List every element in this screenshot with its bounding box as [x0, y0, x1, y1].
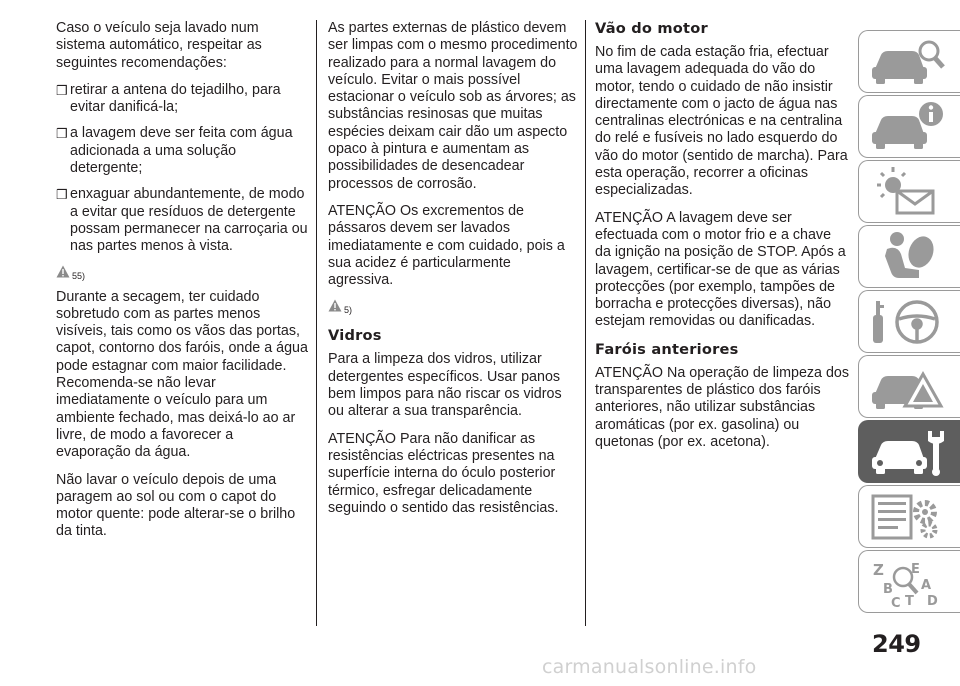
engine-warning-paragraph: ATENÇÃO A lavagem deve ser efectuada com o motor frio e a chave da ignição na posição de STOP. Após a lavagem, certificar-se de que as várias protecções (por exemplo, tampões de borracha e protecções diversas), não estejam removidas ou danificadas.: [595, 209, 846, 330]
svg-text:B: B: [883, 582, 893, 597]
engine-bay-paragraph: No fim de cada estação fria, efectuar uma lavagem adequada do vão do motor, tendo o cuidado de não insistir directamente com o jacto de água nas centralinas electrónicas e na centralina do relé e fusíveis no lado esquerdo do vão do motor (sentido de marcha). Para esta operação, recorrer a oficinas especializadas.: [595, 44, 848, 199]
bullet-item: [56, 82, 309, 117]
specs-gears-icon: [867, 490, 947, 544]
tab-safety[interactable]: [858, 225, 960, 288]
key-steering-wheel-icon: [867, 295, 947, 349]
column-divider: [316, 20, 317, 626]
alphabet-index-icon: [867, 555, 947, 609]
bullet-item: [56, 186, 309, 255]
bullet-text: enxaguar abundantemente, de modo a evitar que resíduos de detergente possam permanecer na carroçaria ou nas partes menos à vista.: [70, 186, 308, 255]
column-2: [328, 20, 578, 527]
car-info-icon: [867, 100, 947, 154]
sun-paragraph: Não lavar o veículo depois de uma paragem ao sol ou com o capot do motor quente: pode alterar-se o brilho da tinta.: [56, 471, 296, 540]
warning-triangle-icon: [56, 265, 70, 278]
section-heading-vidros: Vidros: [328, 327, 382, 345]
caution-triangle-icon: [328, 299, 342, 312]
page-number: 249: [872, 630, 921, 658]
caution-ref-number: 5): [344, 305, 353, 316]
checkbox-glyph: ❒: [56, 187, 68, 203]
bullet-item: [56, 125, 309, 177]
svg-text:C: C: [891, 596, 901, 609]
warning-reference: [56, 265, 309, 283]
watermark: carmanualsonline.info: [542, 656, 757, 678]
column-1: [56, 20, 309, 551]
intro-paragraph: Caso o veículo seja lavado num sistema automático, respeitar as seguintes recomendações:: [56, 20, 262, 71]
checkbox-glyph: ❒: [56, 82, 68, 98]
headlights-paragraph: ATENÇÃO Na operação de limpeza dos transparentes de plástico dos faróis anteriores, não utilizar substâncias aromáticas (por ex. gasolina) ou quetonas (por ex. acetona).: [595, 364, 850, 450]
glass-cleaning-paragraph: Para a limpeza dos vidros, utilizar detergentes específicos. Usar panos bem limpos para não riscar os vidros ou alterar a sua transparência.: [328, 351, 562, 420]
column-3: [595, 20, 850, 461]
plastic-parts-paragraph: As partes externas de plástico devem ser limpas com o mesmo procedimento realizado para a normal lavagem do veículo. Evitar o mais possível estacionar o veículo sob as árvores; as substâncias resinosas que muitas espécies deixam cair dão um aspecto opaco à pintura e aumentam as possibilidades de desencadear processos de corrosão.: [328, 20, 578, 192]
tab-warning-lights[interactable]: [858, 160, 960, 223]
warning-lights-icon: [867, 165, 947, 219]
airbag-seat-icon: [867, 230, 947, 284]
svg-text:Z: Z: [873, 561, 884, 579]
checkbox-glyph: ❒: [56, 126, 68, 142]
svg-text:D: D: [927, 594, 938, 609]
bullet-text: a lavagem deve ser feita com água adicionada a uma solução detergente;: [70, 125, 293, 177]
svg-text:A: A: [921, 578, 932, 593]
caution-reference: [328, 299, 578, 317]
section-heading-headlights: Faróis anteriores: [595, 340, 739, 358]
car-magnifier-icon: [867, 35, 947, 89]
car-warning-triangle-icon: [867, 360, 947, 414]
column-divider: [585, 20, 586, 626]
bird-droppings-paragraph: ATENÇÃO Os excrementos de pássaros devem ser lavados imediatamente e com cuidado, pois a sua acidez é particularmente agressiva.: [328, 202, 565, 289]
tab-dashboard-info[interactable]: [858, 95, 960, 158]
svg-text:E: E: [911, 562, 920, 577]
tab-starting-driving[interactable]: [858, 290, 960, 353]
tab-car-knowledge[interactable]: [858, 30, 960, 93]
tab-technical-data[interactable]: [858, 485, 960, 548]
rear-window-paragraph: ATENÇÃO Para não danificar as resistências eléctricas presentes na superfície interna do óculo posterior térmico, esfregar delicadamente seguindo o sentido das resistências.: [328, 430, 559, 516]
car-wrench-icon: [867, 425, 947, 479]
warning-ref-number: 55): [72, 270, 86, 281]
tab-maintenance-care[interactable]: [858, 420, 960, 483]
bullet-text: retirar a antena do tejadilho, para evitar danificá-la;: [70, 81, 281, 116]
drying-paragraph: Durante a secagem, ter cuidado sobretudo com as partes menos visíveis, tais como os vãos das portas, capot, contorno dos faróis, onde a água pode estagnar com maior facilidade. Recomenda-se não levar imediatamente o veículo para um ambiente fechado, mas deixá-lo ao ar livre, de modo a favorecer a evaporação da água.: [56, 288, 308, 461]
tab-alphabetical-index[interactable]: [858, 550, 960, 613]
svg-text:T: T: [905, 594, 914, 609]
section-heading-engine-bay: Vão do motor: [595, 20, 708, 37]
tab-emergency[interactable]: [858, 355, 960, 418]
